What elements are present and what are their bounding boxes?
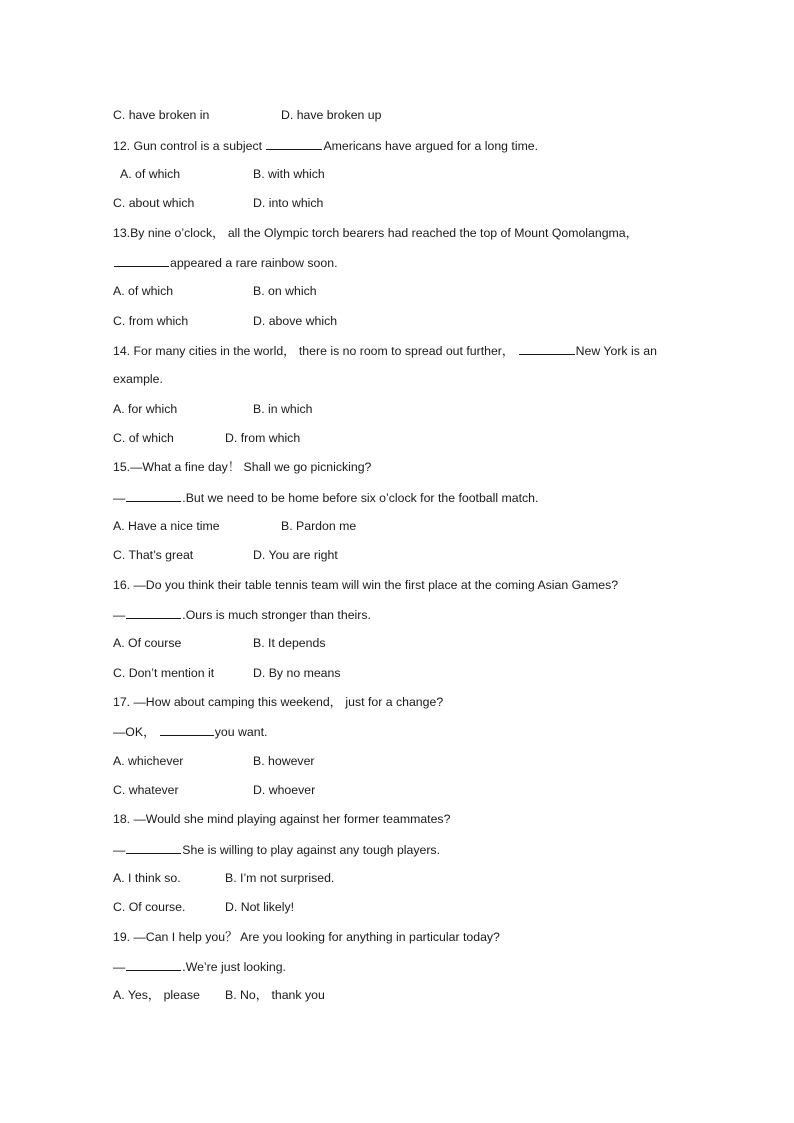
answer-blank <box>126 606 181 619</box>
question-text: example. <box>113 372 163 386</box>
answer-blank <box>126 489 181 502</box>
question-line <box>113 459 371 475</box>
question-text: Americans have argued for a long time. <box>323 139 539 153</box>
answer-option: B. It depends <box>253 636 326 650</box>
question-line <box>113 225 638 241</box>
answer-option: D. By no means <box>253 666 341 680</box>
question-text: She is willing to play against any tough players. <box>182 843 440 857</box>
answer-option: B. No， thank you <box>225 988 325 1002</box>
answer-option: B. Pardon me <box>281 519 357 533</box>
question-line <box>113 137 538 154</box>
question-text: .We’re just looking. <box>182 960 286 974</box>
answer-blank <box>266 137 322 150</box>
question-text: — <box>113 491 126 505</box>
answer-option: A. of which <box>113 284 174 298</box>
answer-option: D. whoever <box>253 783 316 797</box>
question-text: — <box>113 843 126 857</box>
answer-option: D. above which <box>253 314 338 328</box>
question-text: 12. Gun control is a subject <box>113 139 266 153</box>
answer-option: B. in which <box>253 402 313 416</box>
question-text: 18. —Would she mind playing against her former teammates? <box>113 812 451 826</box>
answer-option: C. That’s great <box>113 548 194 562</box>
answer-option: B. I’m not surprised. <box>225 871 335 885</box>
answer-option: B. with which <box>253 167 325 181</box>
question-line <box>113 606 371 623</box>
question-line <box>113 694 443 710</box>
answer-option: A. for which <box>113 402 178 416</box>
answer-option: A. I think so. <box>113 871 181 885</box>
question-line <box>113 342 657 359</box>
question-text: 16. —Do you think their table tennis team will win the first place at the coming Asian Games? <box>113 578 619 592</box>
answer-option: A. Have a nice time <box>113 519 220 533</box>
question-line <box>113 929 500 945</box>
question-text: 15.—What a fine day！ Shall we go picnicking? <box>113 460 372 474</box>
answer-blank <box>114 254 169 267</box>
question-text: 13.By nine o’clock， all the Olympic torch bearers had reached the top of Mount Qomolangma， <box>113 226 638 240</box>
answer-option: D. from which <box>225 431 301 445</box>
answer-option: D. You are right <box>253 548 338 562</box>
question-text: — <box>113 960 126 974</box>
question-line <box>113 254 338 271</box>
question-text: 14. For many cities in the world， there is no room to spread out further， <box>113 344 518 358</box>
question-line <box>113 841 440 858</box>
question-text: you want. <box>214 725 268 739</box>
question-line <box>113 958 286 975</box>
answer-option: C. Of course. <box>113 900 186 914</box>
question-line <box>113 723 267 740</box>
answer-option: A. whichever <box>113 754 184 768</box>
question-line <box>113 811 450 827</box>
question-text: .Ours is much stronger than theirs. <box>182 608 371 622</box>
answer-blank <box>126 841 181 854</box>
answer-blank <box>160 723 214 736</box>
answer-option: C. have broken in <box>113 108 210 122</box>
question-text: appeared a rare rainbow soon. <box>170 256 338 270</box>
answer-option: B. however <box>253 754 315 768</box>
answer-blank <box>519 342 575 355</box>
answer-blank <box>126 958 181 971</box>
question-text: 17. —How about camping this weekend， just for a change? <box>113 695 444 709</box>
answer-option: C. from which <box>113 314 189 328</box>
question-line <box>113 489 538 506</box>
answer-option: C. about which <box>113 196 195 210</box>
answer-option: D. Not likely! <box>225 900 295 914</box>
question-text: — <box>113 608 126 622</box>
answer-option: A. Of course <box>113 636 182 650</box>
question-text: .But we need to be home before six o’clock for the football match. <box>182 491 539 505</box>
answer-option: D. into which <box>253 196 324 210</box>
answer-option: B. on which <box>253 284 317 298</box>
answer-option: D. have broken up <box>281 108 382 122</box>
question-text: —OK， <box>113 725 159 739</box>
answer-option: C. whatever <box>113 783 179 797</box>
question-text: New York is an <box>575 344 657 358</box>
answer-option: A. Yes， please <box>113 988 200 1002</box>
question-text: 19. —Can I help you？ Are you looking for anything in particular today? <box>113 930 500 944</box>
question-line <box>113 371 163 387</box>
answer-option: C. Don’t mention it <box>113 666 215 680</box>
answer-option: C. of which <box>113 431 174 445</box>
answer-option: A. of which <box>120 167 181 181</box>
question-line <box>113 577 618 593</box>
